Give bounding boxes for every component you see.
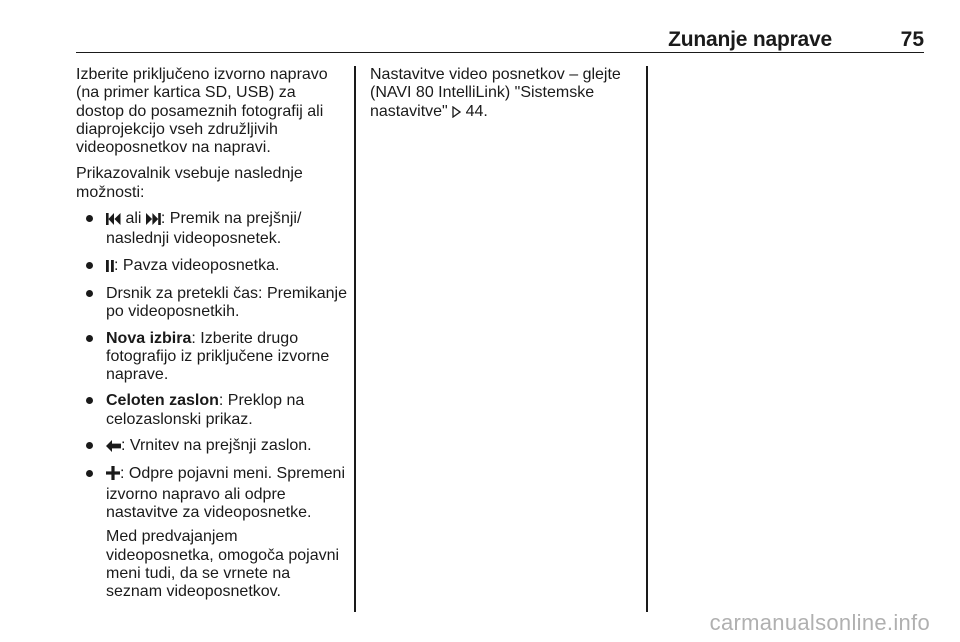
bullet-dot-icon bbox=[86, 397, 93, 404]
page-number: 75 bbox=[900, 28, 924, 51]
bullet-dot-icon bbox=[86, 442, 93, 449]
page-reference-arrow-icon bbox=[452, 105, 461, 123]
list-item: Drsnik za pretekli čas: Premikanje po videoposnetkih. bbox=[76, 285, 348, 322]
bullet-dot-icon bbox=[86, 215, 93, 222]
sub-paragraph: Med predvajanjem videoposnetka, omogoča pojavni meni tudi, da se vrnete na seznam videoposnetkov. bbox=[106, 528, 340, 601]
options-intro: Prikazovalnik vsebuje naslednje možnosti: bbox=[76, 165, 303, 201]
list-item: Celoten zaslon: Preklop na celozaslonski prikaz. bbox=[76, 392, 348, 429]
list-item: Nova izbira: Izberite drugo fotografijo iz priključene izvorne naprave. bbox=[76, 330, 348, 385]
bullet-dot-icon bbox=[86, 470, 93, 477]
options-list bbox=[76, 210, 348, 601]
page-title: Zunanje naprave bbox=[668, 28, 832, 51]
bullet-dot-icon bbox=[86, 262, 93, 269]
back-arrow-icon bbox=[106, 439, 121, 457]
intro-paragraph: Izberite priključeno izvorno napravo (na primer kartica SD, USB) za dostop do posameznih fotografij ali diaprojekcijo vseh združljivih videoposnetkov na napravi. bbox=[76, 66, 328, 157]
list-item: : Odpre pojavni meni. Spremeni izvorno napravo ali odpre nastavitve za videoposnetke. Med predvajanjem videoposnetka, omogoča pojavni meni tudi, da se vrnete na seznam videoposnetkov. bbox=[76, 465, 348, 601]
list-item: ali : Premik na prejšnji/ naslednji videoposnetek. bbox=[76, 210, 348, 249]
page-reference[interactable]: 44. bbox=[465, 102, 488, 120]
watermark: carmanualsonline.info bbox=[709, 610, 930, 635]
left-column bbox=[76, 66, 348, 609]
bullet-dot-icon bbox=[86, 290, 93, 297]
column-divider bbox=[646, 66, 648, 612]
reference-paragraph: Nastavitve video posnetkov – glejte (NAVI 80 IntelliLink) "Sistemske nastavitve" 44. bbox=[370, 66, 640, 123]
list-item: : Pavza videoposnetka. bbox=[76, 257, 348, 277]
skip-next-icon bbox=[146, 212, 161, 230]
bullet-dot-icon bbox=[86, 335, 93, 342]
plus-menu-icon bbox=[106, 466, 120, 485]
list-item: : Vrnitev na prejšnji zaslon. bbox=[76, 437, 348, 457]
page-header bbox=[76, 26, 924, 53]
column-divider bbox=[354, 66, 356, 612]
right-column bbox=[370, 66, 640, 131]
skip-previous-icon bbox=[106, 212, 121, 230]
pause-icon bbox=[106, 259, 114, 277]
